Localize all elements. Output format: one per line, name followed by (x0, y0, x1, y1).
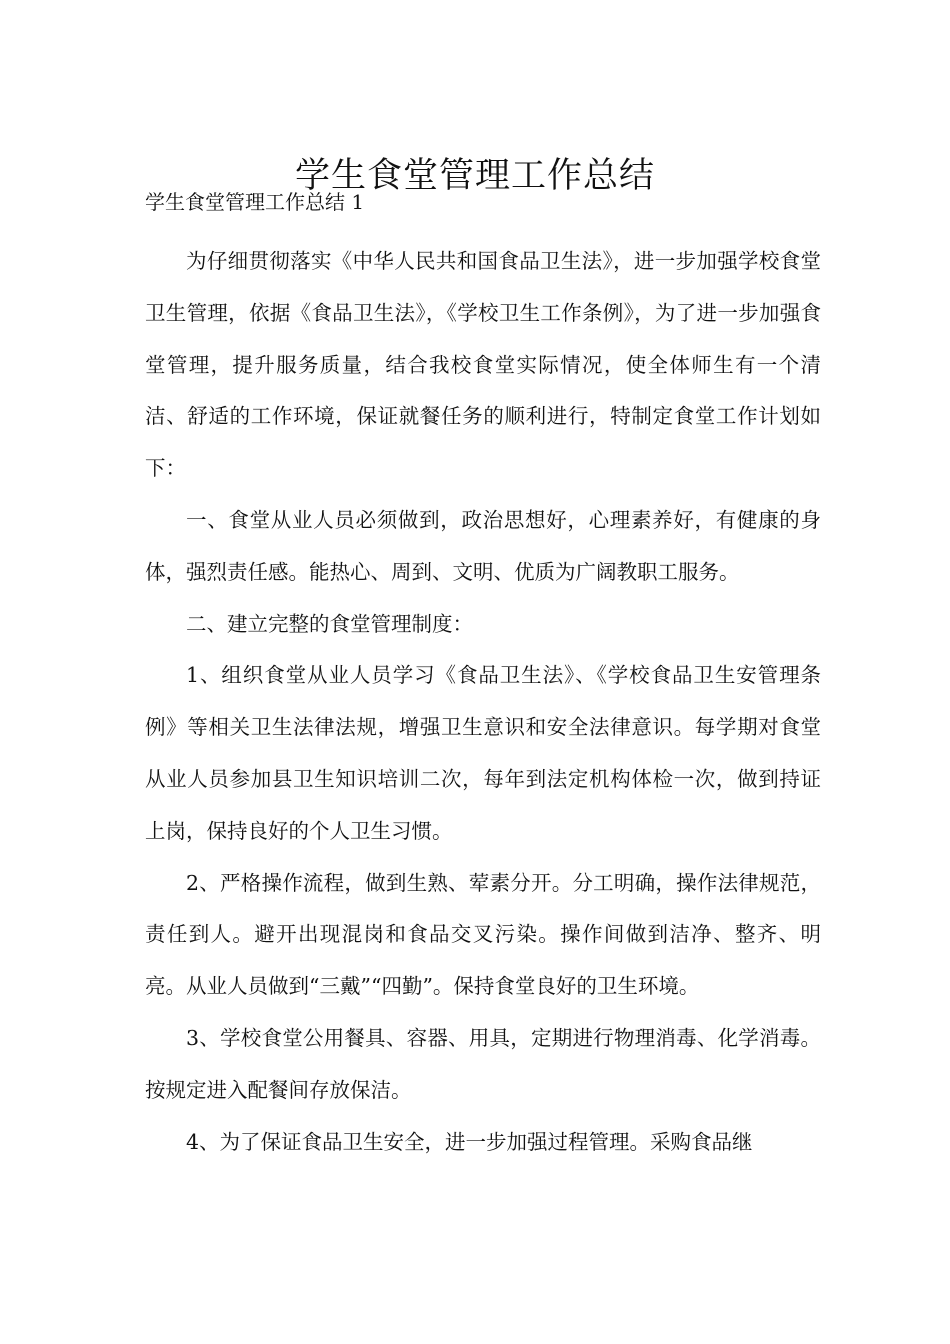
paragraph-intro: 为仔细贯彻落实《中华人民共和国食品卫生法》，进一步加强学校食堂卫生管理，依据《食品卫生法》，《学校卫生工作条例》，为了进一步加强食堂管理，提升服务质量，结合我校食堂实际情况，使全体师生有一个清洁、舒适的工作环境，保证就餐任务的顺利进行，特制定食堂工作计划如下： (145, 249, 821, 481)
paragraph-item-4: 4、为了保证食品卫生安全，进一步加强过程管理。采购食品继 (186, 1129, 753, 1154)
paragraph-item-2: 2、严格操作流程，做到生熟、荤素分开。分工明确，操作法律规范，责任到人。避开出现混岗和食品交叉污染。操作间做到洁净、整齐、明亮。从业人员做到“三戴”“四勤”。保持食堂良好的卫生环境。 (145, 870, 821, 999)
paragraph-item-1: 1、组织食堂从业人员学习《食品卫生法》、《学校食品卫生安管理条例》等相关卫生法律法规，增强卫生意识和安全法律意识。每学期对食堂从业人员参加县卫生知识培训二次，每年到法定机构体检一次，做到持证上岗，保持良好的个人卫生习惯。 (145, 663, 821, 843)
paragraph-staff-requirements: 一、食堂从业人员必须做到，政治思想好，心理素养好，有健康的身体，强烈责任感。能热心、周到、文明、优质为广阔教职工服务。 (145, 507, 821, 584)
document-body (145, 236, 821, 1168)
document-title: 学生食堂管理工作总结 (294, 156, 655, 197)
document-subtitle: 学生食堂管理工作总结 1 (145, 190, 365, 214)
paragraph-item-3: 3、学校食堂公用餐具、容器、用具，定期进行物理消毒、化学消毒。按规定进入配餐间存放保洁。 (145, 1025, 821, 1102)
paragraph-management-system: 二、建立完整的食堂管理制度： (186, 611, 473, 636)
